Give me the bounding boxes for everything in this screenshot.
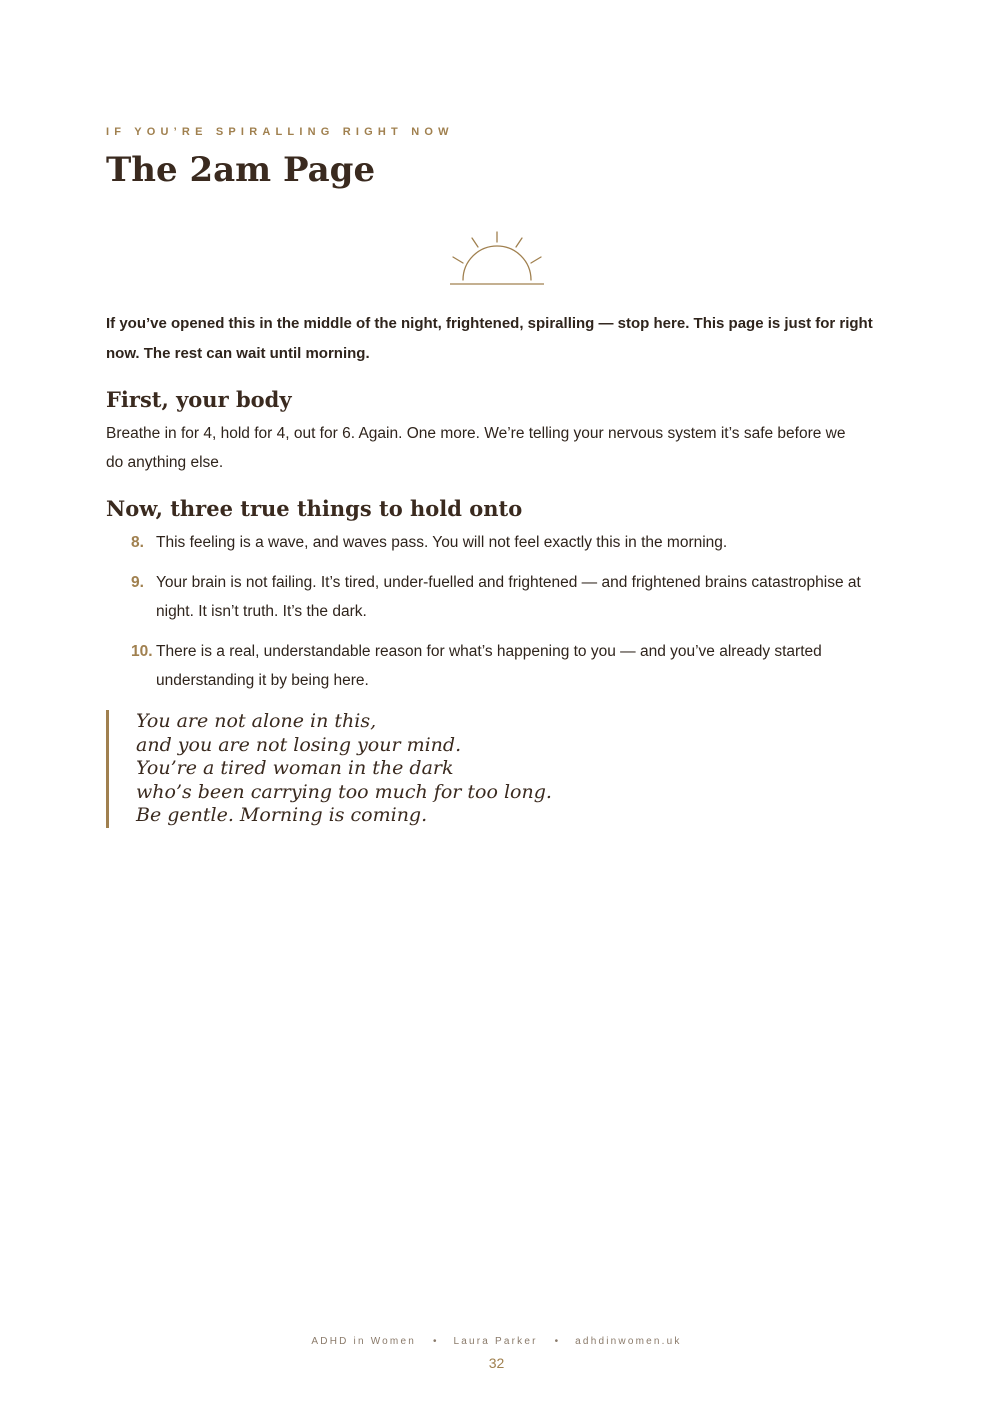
list-item-number: 9. <box>131 574 144 591</box>
list-item-number: 8. <box>131 534 144 551</box>
list-item <box>106 528 886 557</box>
quote-line: who’s been carrying too much for too long. <box>136 780 552 803</box>
footer-author: Laura Parker <box>453 1336 538 1347</box>
truths-heading: Now, three true things to hold onto <box>106 496 523 521</box>
breathing-paragraph: Breathe in for 4, hold for 4, out for 6. Again. One more. We’re telling your nervous system it’s safe before we do anything else. <box>106 425 846 471</box>
quote-line: Be gentle. Morning is coming. <box>136 804 428 826</box>
reassurance-quote <box>106 710 836 828</box>
list-item-text: This feeling is a wave, and waves pass. You will not feel exactly this in the morning. <box>156 534 728 551</box>
quote-line: You’re a tired woman in the dark <box>136 757 454 779</box>
footer-book-title: ADHD in Women <box>311 1336 416 1347</box>
truths-list <box>106 528 886 706</box>
list-item-text: There is a real, understandable reason for what’s happening to you — and you’ve already started understanding it by being here. <box>156 643 822 689</box>
page-footer <box>0 1336 993 1347</box>
list-item <box>106 568 886 626</box>
footer-website: adhdinwomen.uk <box>575 1336 682 1347</box>
footer-separator: • <box>432 1336 437 1347</box>
section-kicker: IF YOU’RE SPIRALLING RIGHT NOW <box>106 126 454 138</box>
list-item-text: Your brain is not failing. It’s tired, under-fuelled and frightened — and frightened brains catastrophise at night. It isn’t truth. It’s the dark. <box>156 574 861 620</box>
list-item <box>106 637 886 695</box>
body-heading: First, your body <box>106 387 292 412</box>
sunrise-icon <box>450 228 544 286</box>
footer-separator: • <box>554 1336 559 1347</box>
intro-paragraph: If you’ve opened this in the middle of the night, frightened, spiralling — stop here. This page is just for right now. The rest can wait until morning. <box>106 315 873 362</box>
page-title: The 2am Page <box>106 150 376 190</box>
quote-line: and you are not losing your mind. <box>136 733 462 756</box>
list-item-number: 10. <box>131 643 153 660</box>
quote-line: You are not alone in this, <box>136 710 377 732</box>
page-number: 32 <box>488 1355 505 1371</box>
